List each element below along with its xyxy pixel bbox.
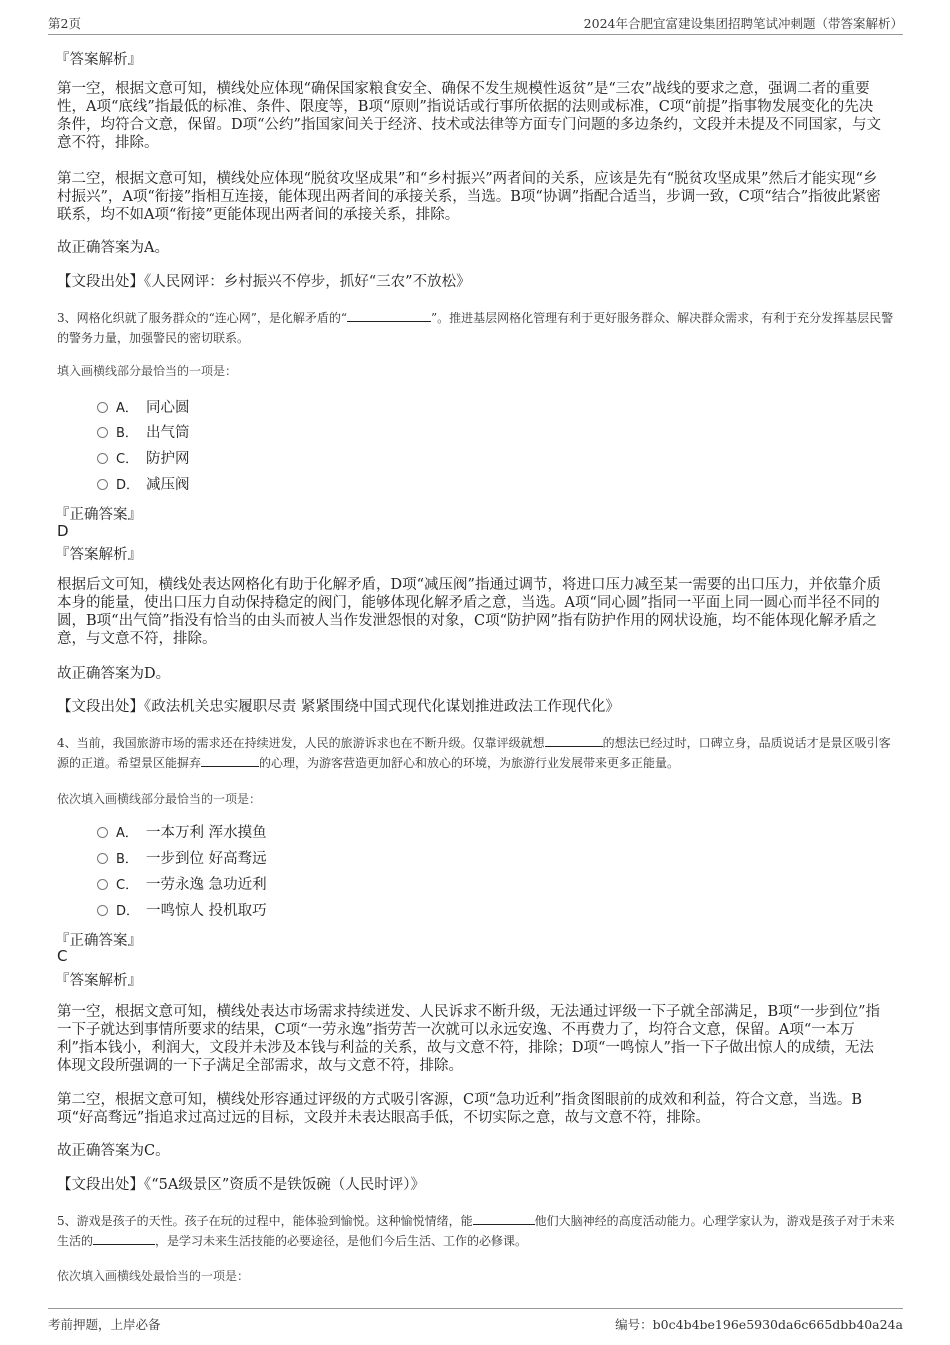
correct-answer: D [57, 522, 69, 540]
analysis-paragraph: 根据后文可知，横线处表达网格化有助于化解矛盾，D项“减压阀”指通过调节，将进口压力减至某一需要的出口压力，并依靠介质本身的能量，使出口压力自动保持稳定的阀门，能够体现化解矛盾之意，当选。A项“同心圆”指同一平面上同一圆心而半径不同的圆，B项“出气筒”指没有恰当的由头而被人当作发泄怨恨的对象，C项“防护网”指有防护作用的网状设施，均不能体现化解矛盾之意，与文意不符，排除。 [57, 577, 881, 647]
source-citation: 【文段出处】《“5A级景区”资质不是铁饭碗（人民时评）》 [57, 1177, 426, 1193]
radio-icon[interactable] [97, 905, 108, 916]
source-citation: 【文段出处】《人民网评：乡村振兴不停步，抓好“三农”不放松》 [57, 274, 471, 290]
radio-icon[interactable] [97, 479, 108, 490]
footer-slogan: 考前押题，上岸必备 [48, 1317, 161, 1332]
conclusion: 故正确答案为A。 [57, 240, 169, 256]
option-c[interactable]: C． 防护网 [97, 449, 190, 469]
radio-icon[interactable] [97, 402, 108, 413]
question-3-stem: 3、网格化织就了服务群众的“连心网”，是化解矛盾的“ ”。推进基层网格化管理有利于更好服务群众、解决群众需求，有利于充分发挥基层民警的警务力量，加强警民的密切联系。 [57, 311, 894, 345]
analysis-paragraph: 第二空，根据文意可知，横线处形容通过评级的方式吸引客源，C项“急功近利”指贪图眼前的成效和利益，符合文意，当选。B项“好高骛远”指追求过高过远的目标，文段并未表达眼高手低，不切实际之意，故与文意不符，排除。 [57, 1092, 863, 1126]
radio-icon[interactable] [97, 453, 108, 464]
radio-icon[interactable] [97, 879, 108, 890]
option-c[interactable]: C． 一劳永逸 急功近利 [97, 875, 267, 895]
correct-answer-label: 『正确答案』 [55, 507, 142, 523]
radio-icon[interactable] [97, 827, 108, 838]
conclusion: 故正确答案为C。 [57, 1143, 170, 1159]
answer-blank [93, 1232, 155, 1245]
answer-blank [545, 734, 603, 747]
option-d[interactable]: D． 减压阀 [97, 475, 190, 495]
answer-analysis-label: 『答案解析』 [55, 52, 142, 68]
analysis-paragraph: 第二空，根据文意可知，横线处应体现“脱贫攻坚成果”和“乡村振兴”两者间的关系，应该是先有“脱贫攻坚成果”然后才能实现“乡村振兴”，A项“衔接”指相互连接，能体现出两者间的承接关系，当选。B项“协调”指配合适当，步调一致，C项“结合”指彼此紧密联系，均不如A项“衔接”更能体现出两者间的承接关系，排除。 [57, 171, 881, 223]
source-citation: 【文段出处】《政法机关忠实履职尽责 紧紧围绕中国式现代化谋划推进政法工作现代化》 [57, 699, 620, 715]
radio-icon[interactable] [97, 853, 108, 864]
answer-blank [473, 1212, 535, 1225]
option-b[interactable]: B． 出气筒 [97, 423, 190, 443]
answer-blank [201, 754, 259, 767]
analysis-paragraph: 第一空，根据文意可知，横线处表达市场需求持续迸发、人民诉求不断升级，无法通过评级一下子就全部满足，B项“一步到位”指一下子就达到事情所要求的结果，C项“一劳永逸”指劳苦一次就可以永远安逸、不再费力了，均符合文意，保留。A项“一本万利”指本钱小，利润大，文段并未涉及本钱与利益的关系，故与文意不符，排除；D项“一鸣惊人”指一下子做出惊人的成绩，无法体现文段所强调的一下子满足全部需求，故与文意不符，排除。 [57, 1004, 880, 1074]
answer-blank [347, 309, 431, 322]
correct-answer-label: 『正确答案』 [55, 933, 142, 949]
page-footer [48, 1308, 903, 1333]
question-prompt: 依次填入画横线处最恰当的一项是： [57, 1269, 250, 1283]
document-code: 编号：b0c4b4be196e5930da6c665dbb40a24a [615, 1317, 903, 1332]
page-header [48, 12, 903, 35]
question-prompt: 填入画横线部分最恰当的一项是： [57, 364, 238, 378]
page-number: 第2页 [48, 16, 81, 31]
question-5-stem: 5、游戏是孩子的天性。孩子在玩的过程中，能体验到愉悦。这种愉悦情绪，能 他们大脑神经的高度活动能力。心理学家认为，游戏是孩子对于未来生活的 ，是学习未来生活技能的必要途径，是他们今后生活、工作的必修课。 [57, 1214, 895, 1248]
option-b[interactable]: B． 一步到位 好高骛远 [97, 849, 267, 869]
radio-icon[interactable] [97, 427, 108, 438]
option-a[interactable]: A． 同心圆 [97, 398, 190, 418]
analysis-paragraph: 第一空，根据文意可知，横线处应体现“确保国家粮食安全、确保不发生规模性返贫”是“三农”战线的要求之意，强调二者的重要性，A项“底线”指最低的标准、条件、限度等，B项“原则”指说话或行事所依据的法则或标准，C项“前提”指事物发展变化的先决条件，均符合文意，保留。D项“公约”指国家间关于经济、技术或法律等方面专门问题的多边条约，文段并未提及不同国家，与文意不符，排除。 [57, 81, 881, 151]
option-a[interactable]: A． 一本万利 浑水摸鱼 [97, 823, 267, 843]
question-prompt: 依次填入画横线部分最恰当的一项是： [57, 792, 262, 806]
question-4-stem: 4、当前，我国旅游市场的需求还在持续迸发，人民的旅游诉求也在不断升级。仅靠评级就想 的想法已经过时，口碑立身，品质说话才是景区吸引客源的正道。希望景区能摒弃 的心理，为游客营造更加舒心和放心的环境，为旅游行业发展带来更多正能量。 [57, 736, 891, 770]
option-d[interactable]: D． 一鸣惊人 投机取巧 [97, 901, 267, 921]
correct-answer: C [57, 947, 68, 965]
document-title: 2024年合肥宜富建设集团招聘笔试冲刺题（带答案解析） [583, 16, 903, 31]
answer-analysis-label: 『答案解析』 [55, 547, 142, 563]
conclusion: 故正确答案为D。 [57, 666, 171, 682]
answer-analysis-label: 『答案解析』 [55, 973, 142, 989]
